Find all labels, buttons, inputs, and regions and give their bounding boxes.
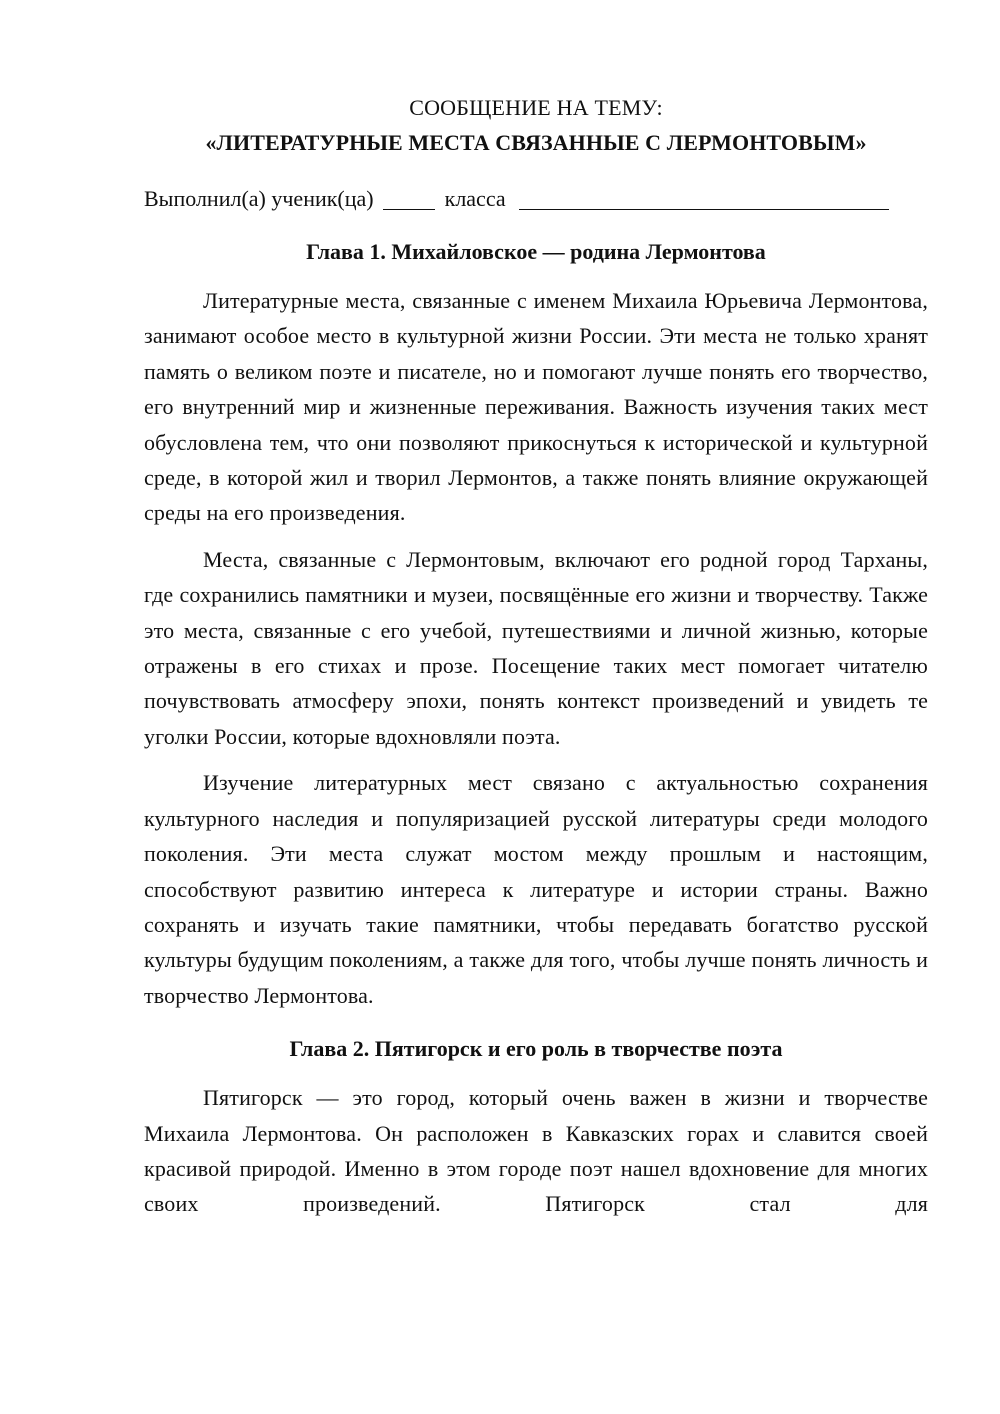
chapter-2-heading: Глава 2. Пятигорск и его роль в творчестве поэта — [289, 1036, 783, 1062]
grade-blank — [383, 183, 435, 210]
chapter-1-paragraph: Изучение литературных мест связано с актуальностью сохранения культурного наследия и популяризацией русской литературы среди молодого поколения. Эти места служат мостом между прошлым и настоящим, способствуют развитию интереса к литературе и истории страны. Важно сохранять и изучать такие памятники, чтобы передавать богатство русской культуры будущим поколениям, а также для того, чтобы лучше понять личность и творчество Лермонтова. — [144, 770, 928, 1008]
class-blank — [519, 183, 889, 210]
author-line — [144, 181, 928, 216]
author-class-label: класса — [444, 186, 506, 211]
chapter-1-paragraph: Места, связанные с Лермонтовым, включают его родной город Тарханы, где сохранились памятники и музеи, посвящённые его жизни и творчеству. Также это места, связанные с его учебой, путешествиями и личной жизнью, которые отражены в его стихах и прозе. Посещение таких мест помогает читателю почувствовать атмосферу эпохи, понять контекст произведений и увидеть те уголки России, которые вдохновляли поэта. — [144, 546, 928, 749]
chapter-2-paragraph: Пятигорск — это город, который очень важен в жизни и творчестве Михаила Лермонтова. Он расположен в Кавказских горах и славится своей красивой природой. Именно в этом городе поэт нашел вдохновение для многих своих произведений. Пятигорск стал для — [144, 1085, 928, 1217]
title-line-2: «ЛИТЕРАТУРНЫЕ МЕСТА СВЯЗАННЫЕ С ЛЕРМОНТОВЫМ» — [205, 130, 867, 155]
chapter-1-paragraph: Литературные места, связанные с именем Михаила Юрьевича Лермонтова, занимают особое место в культурной жизни России. Эти места не только хранят память о великом поэте и писателе, но и помогают лучше понять его творчество, его внутренний мир и жизненные переживания. Важность изучения таких мест обусловлена тем, что они позволяют прикоснуться к исторической и культурной среде, в которой жил и творил Лермонтов, а также понять влияние окружающей среды на его произведения. — [144, 288, 928, 526]
document-body — [144, 90, 928, 1233]
title-line-1: СООБЩЕНИЕ НА ТЕМУ: — [409, 95, 663, 120]
chapter-1-heading: Глава 1. Михайловское — родина Лермонтова — [306, 239, 766, 264]
author-prefix: Выполнил(а) ученик(ца) — [144, 186, 374, 211]
